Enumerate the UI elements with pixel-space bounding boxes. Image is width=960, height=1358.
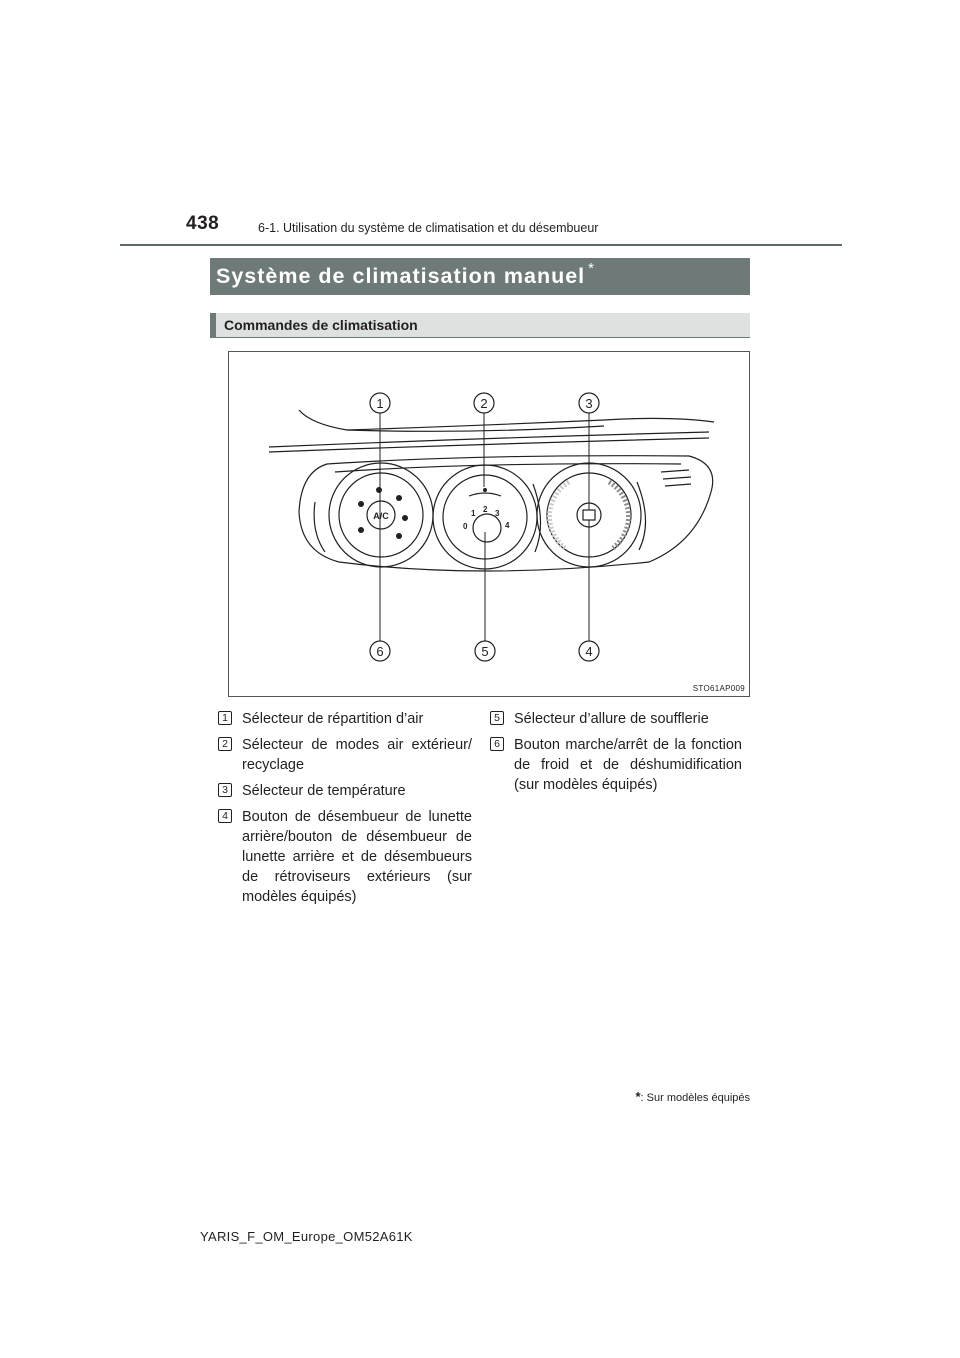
fan-speed-label: 1 [471,509,476,518]
ac-button-label: A/C [373,511,389,521]
section-title: Système de climatisation manuel [216,264,586,288]
section-banner [210,258,750,295]
legend-column-right [490,709,742,801]
bilevel-mode-icon [376,487,382,493]
fan-speed-label: 3 [495,509,500,518]
subsection-banner [210,313,750,338]
legend-column-left [218,709,472,913]
footnote [635,1089,750,1104]
fan-speed-label: 4 [505,521,510,530]
legend-text-1: Sélecteur de répartition d’air [242,711,424,727]
legend-item [218,735,472,775]
page-number: 438 [186,213,220,234]
climate-panel-illustration [229,352,749,696]
windshield-mode-icon [396,533,402,539]
legend-number-1: 1 [218,711,232,725]
callout-1-label: 1 [376,396,384,411]
header-divider [120,244,842,246]
footnote-text: : Sur modèles équipés [640,1092,750,1104]
mode-indicator-icon [358,527,364,533]
foot-defog-mode-icon [402,515,408,521]
defogger-icon [583,510,595,520]
fan-indicator-icon [483,488,487,492]
section-asterisk: * [588,260,595,277]
vent-slats [661,470,691,486]
legend-text-4: Bouton de désembueur de lunette arrière/bouton de désembueur de lunette arrière et de désembueurs de rétroviseurs extérieurs (sur modèles équipés) [242,809,472,905]
legend-text-6: Bouton marche/arrêt de la fonction de froid et de déshumidification (sur modèles équipés) [514,737,742,793]
temperature-scale [609,482,629,548]
legend-item [218,781,472,801]
subsection-title: Commandes de climatisation [224,317,418,333]
subsection-bar [210,313,216,337]
legend-item [218,709,472,729]
face-mode-icon [358,501,364,507]
recirculation-button [473,514,501,542]
callout-2-label: 2 [480,396,488,411]
dial-outer-arc [314,502,325,552]
fan-scale-arc [469,493,501,496]
chapter-title: 6-1. Utilisation du système de climatisation et du désembueur [258,221,599,235]
legend-item [490,709,742,729]
callout-6-label: 6 [376,644,384,659]
legend-number-6: 6 [490,737,504,751]
temperature-scale-cold [549,482,569,548]
callout-5-label: 5 [481,644,489,659]
legend-text-5: Sélecteur d’allure de soufflerie [514,711,709,727]
document-code: YARIS_F_OM_Europe_OM52A61K [200,1229,413,1244]
fan-speed-label: 0 [463,522,468,531]
legend-text-3: Sélecteur de température [242,783,406,799]
foot-mode-icon [396,495,402,501]
legend-number-5: 5 [490,711,504,725]
callout-3-label: 3 [585,396,593,411]
fan-speed-label: 2 [483,505,488,514]
legend-item [218,807,472,907]
dashboard-edge-inner [269,438,709,452]
legend-item [490,735,742,795]
footnote-star: * [635,1089,641,1104]
legend-number-3: 3 [218,783,232,797]
figure-code: STO61AP009 [692,684,745,693]
climate-control-figure [228,351,750,697]
callout-4-label: 4 [585,644,593,659]
legend-number-4: 4 [218,809,232,823]
legend-text-2: Sélecteur de modes air extérieur/ recyclage [242,737,472,773]
dashboard-upper-edge [299,410,714,430]
legend-number-2: 2 [218,737,232,751]
